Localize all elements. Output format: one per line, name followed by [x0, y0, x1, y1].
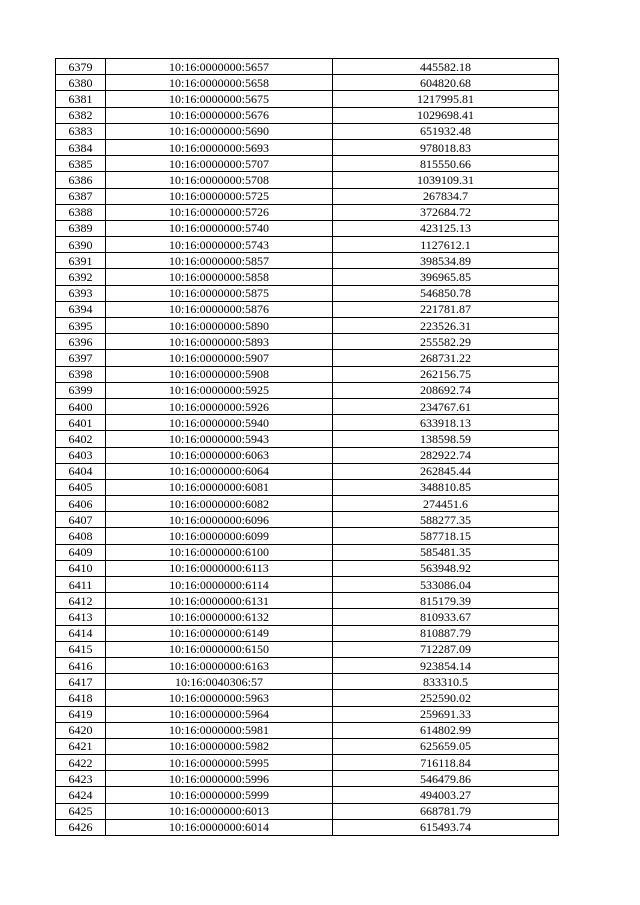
cadastral-number-cell: 10:16:0000000:5908	[106, 366, 333, 382]
value-cell: 396965.85	[333, 269, 559, 285]
row-number-cell: 6379	[56, 59, 106, 75]
value-cell: 625659.05	[333, 738, 559, 754]
table-row	[56, 593, 559, 609]
value-cell: 259691.33	[333, 706, 559, 722]
cadastral-number-cell: 10:16:0000000:6113	[106, 560, 333, 576]
table-row	[56, 91, 559, 107]
value-cell: 445582.18	[333, 59, 559, 75]
value-cell: 267834.7	[333, 188, 559, 204]
value-cell: 223526.31	[333, 318, 559, 334]
row-number-cell: 6414	[56, 625, 106, 641]
table-row	[56, 172, 559, 188]
row-number-cell: 6393	[56, 285, 106, 301]
cadastral-number-cell: 10:16:0000000:5890	[106, 318, 333, 334]
row-number-cell: 6418	[56, 690, 106, 706]
table-row	[56, 787, 559, 803]
cadastral-number-cell: 10:16:0000000:5858	[106, 269, 333, 285]
row-number-cell: 6385	[56, 156, 106, 172]
cadastral-number-cell: 10:16:0000000:5907	[106, 350, 333, 366]
cadastral-number-cell: 10:16:0000000:5690	[106, 123, 333, 139]
row-number-cell: 6422	[56, 755, 106, 771]
value-cell: 716118.84	[333, 755, 559, 771]
row-number-cell: 6386	[56, 172, 106, 188]
value-cell: 668781.79	[333, 803, 559, 819]
value-cell: 282922.74	[333, 447, 559, 463]
table-row	[56, 706, 559, 722]
cadastral-number-cell: 10:16:0000000:5981	[106, 722, 333, 738]
row-number-cell: 6408	[56, 528, 106, 544]
cadastral-number-cell: 10:16:0000000:6163	[106, 657, 333, 673]
value-cell: 1127612.1	[333, 237, 559, 253]
table-row	[56, 496, 559, 512]
table-row	[56, 657, 559, 673]
value-cell: 274451.6	[333, 496, 559, 512]
row-number-cell: 6400	[56, 398, 106, 414]
row-number-cell: 6395	[56, 318, 106, 334]
row-number-cell: 6398	[56, 366, 106, 382]
value-cell: 208692.74	[333, 382, 559, 398]
cadastral-number-cell: 10:16:0000000:6013	[106, 803, 333, 819]
value-cell: 604820.68	[333, 75, 559, 91]
table-row	[56, 625, 559, 641]
value-cell: 833310.5	[333, 674, 559, 690]
row-number-cell: 6420	[56, 722, 106, 738]
row-number-cell: 6401	[56, 415, 106, 431]
table-row	[56, 560, 559, 576]
value-cell: 587718.15	[333, 528, 559, 544]
row-number-cell: 6411	[56, 577, 106, 593]
value-cell: 978018.83	[333, 139, 559, 155]
value-cell: 262156.75	[333, 366, 559, 382]
cadastral-number-cell: 10:16:0000000:5857	[106, 253, 333, 269]
row-number-cell: 6402	[56, 431, 106, 447]
row-number-cell: 6426	[56, 819, 106, 835]
table-row	[56, 75, 559, 91]
row-number-cell: 6410	[56, 560, 106, 576]
value-cell: 546850.78	[333, 285, 559, 301]
cadastral-number-cell: 10:16:0000000:5675	[106, 91, 333, 107]
value-cell: 563948.92	[333, 560, 559, 576]
cadastral-number-cell: 10:16:0000000:5708	[106, 172, 333, 188]
value-cell: 252590.02	[333, 690, 559, 706]
table-row	[56, 350, 559, 366]
row-number-cell: 6415	[56, 641, 106, 657]
cadastral-number-cell: 10:16:0000000:5996	[106, 771, 333, 787]
cadastral-number-cell: 10:16:0000000:5657	[106, 59, 333, 75]
row-number-cell: 6383	[56, 123, 106, 139]
row-number-cell: 6416	[56, 657, 106, 673]
value-cell: 138598.59	[333, 431, 559, 447]
table-row	[56, 463, 559, 479]
value-cell: 923854.14	[333, 657, 559, 673]
table-row	[56, 253, 559, 269]
table-row	[56, 318, 559, 334]
table-row	[56, 107, 559, 123]
value-cell: 255582.29	[333, 334, 559, 350]
table-row	[56, 479, 559, 495]
value-cell: 1039109.31	[333, 172, 559, 188]
row-number-cell: 6406	[56, 496, 106, 512]
row-number-cell: 6382	[56, 107, 106, 123]
cadastral-number-cell: 10:16:0000000:5925	[106, 382, 333, 398]
table-row	[56, 334, 559, 350]
value-cell: 533086.04	[333, 577, 559, 593]
value-cell: 615493.74	[333, 819, 559, 835]
value-cell: 423125.13	[333, 220, 559, 236]
cadastral-number-cell: 10:16:0000000:6081	[106, 479, 333, 495]
row-number-cell: 6412	[56, 593, 106, 609]
cadastral-number-cell: 10:16:0000000:5676	[106, 107, 333, 123]
table-row	[56, 544, 559, 560]
value-cell: 398534.89	[333, 253, 559, 269]
value-cell: 494003.27	[333, 787, 559, 803]
value-cell: 712287.09	[333, 641, 559, 657]
value-cell: 348810.85	[333, 479, 559, 495]
table-row	[56, 641, 559, 657]
row-number-cell: 6417	[56, 674, 106, 690]
cadastral-number-cell: 10:16:0000000:6096	[106, 512, 333, 528]
value-cell: 633918.13	[333, 415, 559, 431]
value-cell: 810933.67	[333, 609, 559, 625]
row-number-cell: 6407	[56, 512, 106, 528]
cadastral-number-cell: 10:16:0000000:6149	[106, 625, 333, 641]
row-number-cell: 6421	[56, 738, 106, 754]
table-row	[56, 301, 559, 317]
row-number-cell: 6391	[56, 253, 106, 269]
value-cell: 221781.87	[333, 301, 559, 317]
row-number-cell: 6404	[56, 463, 106, 479]
row-number-cell: 6405	[56, 479, 106, 495]
table-row	[56, 59, 559, 75]
table-row	[56, 738, 559, 754]
table-row	[56, 415, 559, 431]
value-cell: 262845.44	[333, 463, 559, 479]
row-number-cell: 6388	[56, 204, 106, 220]
cadastral-number-cell: 10:16:0000000:5963	[106, 690, 333, 706]
cadastral-number-cell: 10:16:0000000:6150	[106, 641, 333, 657]
cadastral-number-cell: 10:16:0000000:6132	[106, 609, 333, 625]
row-number-cell: 6413	[56, 609, 106, 625]
cadastral-number-cell: 10:16:0000000:5725	[106, 188, 333, 204]
table-row	[56, 722, 559, 738]
table-row	[56, 382, 559, 398]
table-row	[56, 139, 559, 155]
cadastral-number-cell: 10:16:0000000:6082	[106, 496, 333, 512]
cadastral-number-cell: 10:16:0000000:5943	[106, 431, 333, 447]
table-row	[56, 204, 559, 220]
value-cell: 234767.61	[333, 398, 559, 414]
value-cell: 585481.35	[333, 544, 559, 560]
table-row	[56, 819, 559, 835]
cadastral-number-cell: 10:16:0000000:6064	[106, 463, 333, 479]
cadastral-number-cell: 10:16:0000000:5726	[106, 204, 333, 220]
cadastral-number-cell: 10:16:0000000:5707	[106, 156, 333, 172]
cadastral-number-cell: 10:16:0000000:5743	[106, 237, 333, 253]
cadastral-number-cell: 10:16:0000000:5926	[106, 398, 333, 414]
table-row	[56, 512, 559, 528]
value-cell: 372684.72	[333, 204, 559, 220]
value-cell: 651932.48	[333, 123, 559, 139]
table-row	[56, 366, 559, 382]
row-number-cell: 6396	[56, 334, 106, 350]
cadastral-number-cell: 10:16:0000000:5940	[106, 415, 333, 431]
value-cell: 614802.99	[333, 722, 559, 738]
cadastral-number-cell: 10:16:0000000:5876	[106, 301, 333, 317]
row-number-cell: 6392	[56, 269, 106, 285]
table-row	[56, 285, 559, 301]
cadastral-number-cell: 10:16:0000000:5999	[106, 787, 333, 803]
cadastral-number-cell: 10:16:0000000:5693	[106, 139, 333, 155]
table-row	[56, 220, 559, 236]
row-number-cell: 6403	[56, 447, 106, 463]
row-number-cell: 6394	[56, 301, 106, 317]
table-row	[56, 398, 559, 414]
row-number-cell: 6409	[56, 544, 106, 560]
row-number-cell: 6389	[56, 220, 106, 236]
cadastral-number-cell: 10:16:0000000:5964	[106, 706, 333, 722]
row-number-cell: 6387	[56, 188, 106, 204]
cadastral-number-cell: 10:16:0000000:6100	[106, 544, 333, 560]
table-row	[56, 674, 559, 690]
row-number-cell: 6425	[56, 803, 106, 819]
row-number-cell: 6390	[56, 237, 106, 253]
table-row	[56, 237, 559, 253]
value-cell: 588277.35	[333, 512, 559, 528]
cadastral-number-cell: 10:16:0040306:57	[106, 674, 333, 690]
value-cell: 815550.66	[333, 156, 559, 172]
table-row	[56, 447, 559, 463]
table-row	[56, 123, 559, 139]
row-number-cell: 6397	[56, 350, 106, 366]
row-number-cell: 6399	[56, 382, 106, 398]
cadastral-number-cell: 10:16:0000000:6014	[106, 819, 333, 835]
table-row	[56, 156, 559, 172]
row-number-cell: 6424	[56, 787, 106, 803]
row-number-cell: 6423	[56, 771, 106, 787]
table-row	[56, 771, 559, 787]
cadastral-value-table	[55, 58, 559, 836]
cadastral-number-cell: 10:16:0000000:5893	[106, 334, 333, 350]
table-row	[56, 269, 559, 285]
value-cell: 810887.79	[333, 625, 559, 641]
cadastral-number-cell: 10:16:0000000:5995	[106, 755, 333, 771]
table-row	[56, 609, 559, 625]
cadastral-number-cell: 10:16:0000000:5875	[106, 285, 333, 301]
table-body	[56, 59, 559, 836]
value-cell: 1217995.81	[333, 91, 559, 107]
table-row	[56, 188, 559, 204]
table-row	[56, 431, 559, 447]
row-number-cell: 6380	[56, 75, 106, 91]
row-number-cell: 6419	[56, 706, 106, 722]
table-row	[56, 803, 559, 819]
row-number-cell: 6381	[56, 91, 106, 107]
cadastral-number-cell: 10:16:0000000:5982	[106, 738, 333, 754]
cadastral-number-cell: 10:16:0000000:6099	[106, 528, 333, 544]
cadastral-number-cell: 10:16:0000000:6114	[106, 577, 333, 593]
table-row	[56, 528, 559, 544]
table-row	[56, 690, 559, 706]
cadastral-number-cell: 10:16:0000000:6063	[106, 447, 333, 463]
cadastral-number-cell: 10:16:0000000:5658	[106, 75, 333, 91]
cadastral-number-cell: 10:16:0000000:6131	[106, 593, 333, 609]
row-number-cell: 6384	[56, 139, 106, 155]
table-row	[56, 577, 559, 593]
cadastral-number-cell: 10:16:0000000:5740	[106, 220, 333, 236]
value-cell: 268731.22	[333, 350, 559, 366]
table-row	[56, 755, 559, 771]
value-cell: 1029698.41	[333, 107, 559, 123]
value-cell: 815179.39	[333, 593, 559, 609]
value-cell: 546479.86	[333, 771, 559, 787]
